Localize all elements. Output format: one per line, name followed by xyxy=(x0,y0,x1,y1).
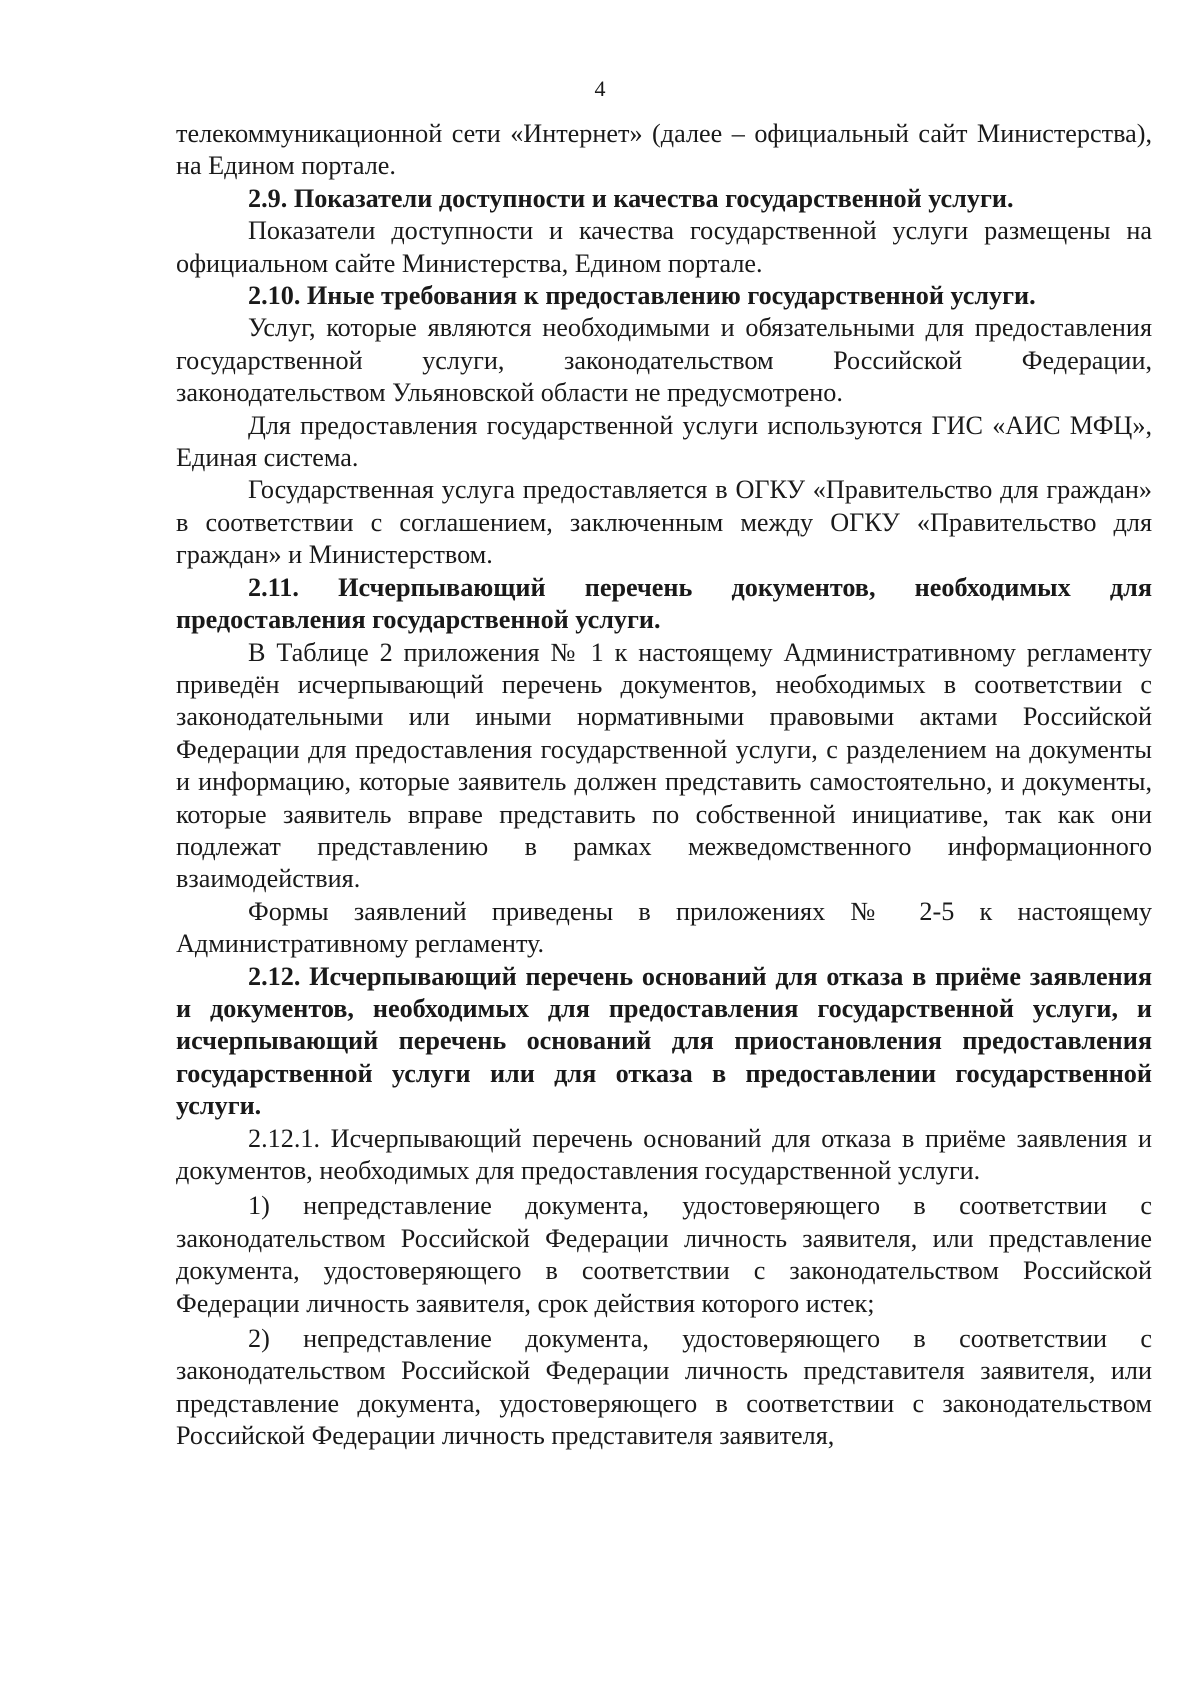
section-heading: 2.12. Исчерпывающий перечень оснований для отказа в приёме заявления и документов, необходимых для предоставления государственной услуги, и исчерпывающий перечень оснований для приостановления предоставления государственной услуги или для отказа в предоставлении государственной услуги. xyxy=(176,961,1152,1121)
body-paragraph: телекоммуникационной сети «Интернет» (далее – официальный сайт Министерства), на Едином портале. xyxy=(176,119,1152,181)
body-paragraph: Государственная услуга предоставляется в ОГКУ «Правительство для граждан» в соответствии с соглашением, заключенным между ОГКУ «Правительство для граждан» и Министерством. xyxy=(176,475,1152,570)
section-heading: 2.10. Иные требования к предоставлению государственной услуги. xyxy=(248,281,1036,311)
section-heading: 2.11. Исчерпывающий перечень документов, необходимых для предоставления государственной услуги. xyxy=(176,572,1152,635)
list-item: 1) непредставление документа, удостоверяющего в соответствии с законодательством Российской Федерации личность заявителя, или представление документа, удостоверяющего в соответствии с законодательством Российской Федерации личность заявителя, срок действия которого истек; xyxy=(176,1191,1152,1318)
document-body xyxy=(176,118,1152,1453)
body-paragraph: В Таблице 2 приложения № 1 к настоящему Административному регламенту приведён исчерпывающий перечень документов, необходимых в соответствии с законодательными или иными нормативными правовыми актами Российской Федерации для предоставления государственной услуги, с разделением на документы и информацию, которые заявитель должен представить самостоятельно, и документы, которые заявитель вправе представить по собственной инициативе, так как они подлежат представлению в рамках межведомственного информационного взаимодействия. xyxy=(176,637,1152,894)
body-paragraph: Для предоставления государственной услуги используются ГИС «АИС МФЦ», Единая система. xyxy=(176,410,1152,473)
body-paragraph: Показатели доступности и качества государственной услуги размещены на официальном сайте Министерства, Едином портале. xyxy=(176,216,1152,278)
body-paragraph: Услуг, которые являются необходимыми и обязательными для предоставления государственной услуги, законодательством Российской Федерации, законодательством Ульяновской области не предусмотрено. xyxy=(176,313,1152,408)
page-number: 4 xyxy=(594,76,606,101)
body-paragraph: Формы заявлений приведены в приложениях № 2-5 к настоящему Административному регламенту. xyxy=(176,896,1152,959)
body-paragraph: 2.12.1. Исчерпывающий перечень оснований для отказа в приёме заявления и документов, необходимых для предоставления государственной услуги. xyxy=(176,1123,1152,1185)
section-heading: 2.9. Показатели доступности и качества государственной услуги. xyxy=(248,183,1014,213)
list-item: 2) непредставление документа, удостоверяющего в соответствии с законодательством Российской Федерации личность представителя заявителя, или представление документа, удостоверяющего в соответствии с законодательством Российской Федерации личность представителя заявителя, xyxy=(176,1324,1152,1451)
